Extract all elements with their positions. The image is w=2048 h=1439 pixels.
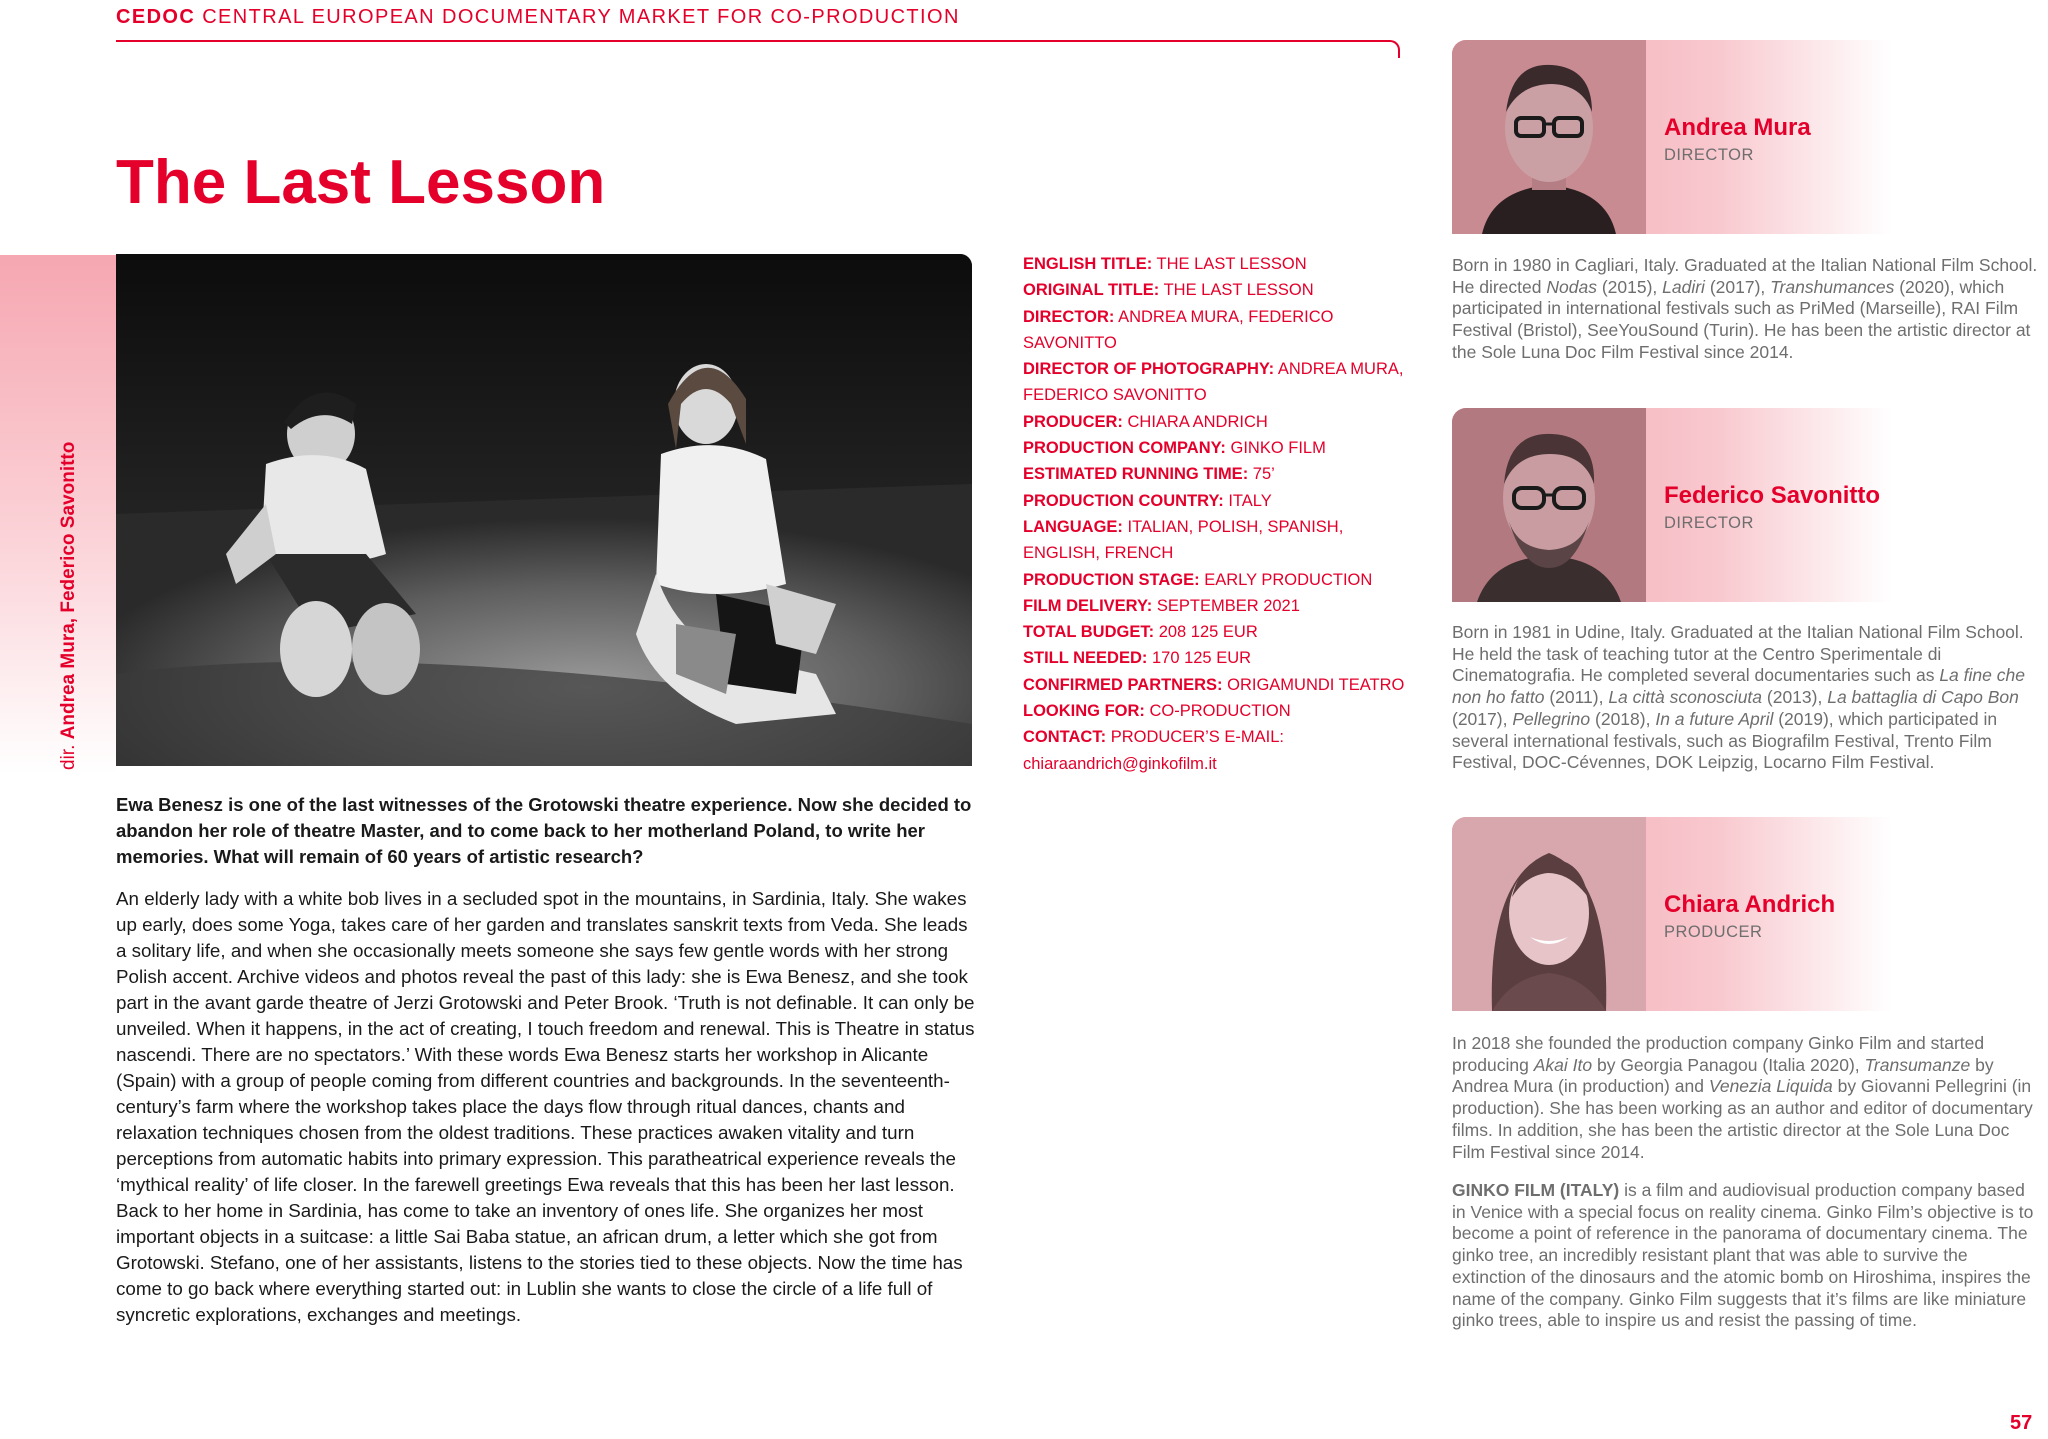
- credit-label: LOOKING FOR:: [1023, 702, 1145, 721]
- synopsis-lead: Ewa Benesz is one of the last witnesses of the Grotowski theatre experience. Now she decided to abandon her role of theatre Master, and to come back to her motherland Poland, to write her memories. What will remain of 60 years of artistic research?: [116, 794, 972, 867]
- credit-label: ESTIMATED RUNNING TIME:: [1023, 465, 1249, 484]
- company-name: GINKO FILM (ITALY): [1452, 1180, 1620, 1200]
- credit-row: [1023, 488, 1413, 514]
- credit-value: PRODUCER’S E-MAIL:: [1110, 728, 1284, 747]
- credit-value: ANDREA MURA, FEDERICO SAVONITTO: [1023, 360, 1404, 405]
- credit-label: PRODUCER:: [1023, 412, 1123, 431]
- credit-row: [1023, 435, 1413, 461]
- person-card: [1452, 817, 1892, 1011]
- credit-label: CONFIRMED PARTNERS:: [1023, 675, 1223, 694]
- credit-value: 170 125 EUR: [1151, 649, 1252, 668]
- credit-row: [1023, 698, 1413, 724]
- person-card: [1452, 408, 1892, 602]
- bio-film-title: La fine che non ho fatto: [1452, 665, 2025, 708]
- page-number: 57: [2010, 1412, 2033, 1434]
- page-title: The Last Lesson: [116, 148, 606, 217]
- person-role: DIRECTOR: [1664, 146, 1754, 164]
- credit-label: PRODUCTION STAGE:: [1023, 570, 1200, 589]
- bio-film-title: Nodas: [1546, 276, 1597, 297]
- director-portrait: [1452, 408, 1646, 602]
- credit-row: [1023, 304, 1413, 357]
- header-subtitle: CENTRAL EUROPEAN DOCUMENTARY MARKET FOR CO-PRODUCTION: [202, 6, 960, 28]
- person-name: Chiara Andrich: [1664, 891, 1836, 918]
- person-bio: [1452, 622, 2042, 774]
- side-director-credit: [58, 442, 80, 770]
- contact-email-link[interactable]: chiaraandrich@ginkofilm.it: [1023, 754, 1217, 773]
- bio-text: (2017),: [1452, 708, 1513, 729]
- bio-film-title: Akai Ito: [1533, 1054, 1593, 1075]
- bio-text: (2011),: [1544, 687, 1609, 708]
- credit-label: DIRECTOR OF PHOTOGRAPHY:: [1023, 360, 1275, 379]
- credit-row: [1023, 514, 1413, 567]
- bio-text: Born in 1981 in Udine, Italy. Graduated at the Italian National Film School. He held the task of teaching tutor at the Centro Sperimentale di Cinematografia. He completed several documentaries such as: [1452, 622, 2024, 686]
- film-still-image: [116, 254, 972, 766]
- credit-value: THE LAST LESSON: [1163, 281, 1314, 300]
- synopsis-body: An elderly lady with a white bob lives in a secluded spot in the mountains, in Sardinia, Italy. She wakes up early, does some Yoga, takes care of her garden and translates sanskrit texts from Veda. She leads a solitary life, and when she occasionally meets someone she says few gentle words with her strong Polish accent. Archive videos and photos reveal the past of this lady: she is Ewa Benesz, and she took part in the avant garde theatre of Jerzi Grotowski and Peter Brook. ‘Truth is not definable. It can only be unveiled. When it happens, in the act of creating, I touch freedom and renewal. This is Theatre in status nascendi. There are no spectators.’ With these words Ewa Benesz starts her workshop in Alicante (Spain) with a group of people coming from different countries and backgrounds. In the seventeenth-century’s farm where the workshop takes place the days flow through ritual dances, chants and relaxation techniques chosen from the oldest traditions. These practices awaken vitality and turn perceptions from automatic habits into primary expression. This paratheatrical experience reveals the ‘mythical reality’ of life closer. In the farewell greetings Ewa reveals that this has been her last lesson. Back to her home in Sardinia, has come to take an inventory of ones life. She organizes her most important objects in a suitcase: a little Sai Baba statue, an african drum, a letter which she got from Grotowski. Stefano, one of her assistants, listens to the stories tied to these objects. Now the time has come to go back where everything started out: in Lublin she wants to close the circle of a life full of syncretic explorations, exchanges and meetings.: [116, 888, 975, 1325]
- person-bio: [1452, 1033, 2042, 1163]
- bio-text: (2019), which participated in several international festivals, such as Biografilm Festival, Trento Film Festival, DOC-Cévennes, DOK Leipzig, Locarno Film Festival.: [1452, 708, 1998, 773]
- credit-label: CONTACT:: [1023, 728, 1107, 747]
- person-name: Federico Savonitto: [1664, 482, 1881, 509]
- credit-value: GINKO FILM: [1230, 439, 1326, 458]
- person-name: Andrea Mura: [1664, 114, 1811, 141]
- bio-text: In 2018 she founded the production company Ginko Film and started producing: [1452, 1033, 1985, 1075]
- side-credit-names: Andrea Mura, Federico Savonitto: [58, 441, 79, 740]
- credit-value: ITALY: [1228, 491, 1272, 510]
- bio-film-title: La città sconosciuta: [1608, 687, 1763, 708]
- credit-label: ORIGINAL TITLE:: [1023, 281, 1160, 300]
- credit-label: DIRECTOR:: [1023, 307, 1115, 326]
- credit-row: [1023, 724, 1413, 750]
- credits-list: [1023, 251, 1413, 777]
- bio-film-title: Transumanze: [1864, 1054, 1971, 1075]
- credit-label: PRODUCTION COMPANY:: [1023, 439, 1226, 458]
- running-header: [116, 6, 960, 29]
- credit-value: CHIARA ANDRICH: [1127, 412, 1268, 431]
- bio-text: by Giovanni Pellegrini (in production). She has been working as an author and editor of documentary films. In addition, she has been the artistic director at the Sole Luna Doc Film Festival since 2014.: [1452, 1076, 2033, 1162]
- credit-row: [1023, 461, 1413, 487]
- header-brand: CEDOC: [116, 6, 196, 28]
- credit-label: TOTAL BUDGET:: [1023, 623, 1155, 642]
- bio-text: by Andrea Mura (in production) and: [1452, 1054, 1994, 1097]
- credit-value: ANDREA MURA, FEDERICO SAVONITTO: [1023, 307, 1334, 352]
- credit-row: [1023, 593, 1413, 619]
- bio-film-title: Pellegrino: [1512, 708, 1591, 729]
- credit-label: ENGLISH TITLE:: [1023, 255, 1153, 273]
- credit-value: ORIGAMUNDI TEATRO: [1227, 675, 1405, 694]
- person-role: DIRECTOR: [1664, 514, 1754, 532]
- credit-value: THE LAST LESSON: [1156, 255, 1307, 273]
- company-text: is a film and audiovisual production company based in Venice with a special focus on reality cinema. Ginko Film’s objective is to become a point of reference in the panorama of documentary cinema. The ginko tree, an incredibly resistant plant that was able to survive the extinction of the dinosaurs and the atomic bomb on Hiroshima, inspires the name of the company. Ginko Film suggests that it’s films are like miniature ginko trees, able to inspire us and resist the passing of time.: [1452, 1180, 2034, 1331]
- bio-text: (2017),: [1704, 276, 1771, 297]
- credit-row: [1023, 409, 1413, 435]
- bio-text: Born in 1980 in Cagliari, Italy. Graduated at the Italian National Film School. He directed: [1452, 255, 2038, 297]
- bio-text: (2013),: [1762, 687, 1828, 708]
- credit-row: [1023, 645, 1413, 671]
- bio-text: by Georgia Panagou (Italia 2020),: [1592, 1054, 1865, 1075]
- person-role: PRODUCER: [1664, 923, 1763, 941]
- credit-label: PRODUCTION COUNTRY:: [1023, 491, 1224, 510]
- credit-row: [1023, 356, 1413, 409]
- credit-row: [1023, 251, 1413, 277]
- header-rule: [116, 40, 1400, 58]
- bio-film-title: Transhumances: [1770, 276, 1895, 297]
- bio-text: (2018),: [1590, 708, 1656, 729]
- credit-row: [1023, 619, 1413, 645]
- credit-label: STILL NEEDED:: [1023, 649, 1148, 668]
- credit-value: SEPTEMBER 2021: [1156, 596, 1300, 615]
- producer-portrait: [1452, 817, 1646, 1011]
- bio-film-title: In a future April: [1655, 708, 1774, 729]
- bio-film-title: Venezia Liquida: [1708, 1076, 1833, 1097]
- credit-row: [1023, 567, 1413, 593]
- credit-row: [1023, 277, 1413, 303]
- credit-row: [1023, 672, 1413, 698]
- bio-text: (2015),: [1596, 276, 1663, 297]
- company-description: [1452, 1180, 2042, 1332]
- film-still-graphic: [116, 254, 972, 766]
- credit-value: 208 125 EUR: [1158, 623, 1258, 642]
- credit-value: 75’: [1252, 465, 1275, 484]
- bio-text: (2020), which participated in international festivals such as PriMed (Marseille), RAI Film Festival (Bristol), SeeYouSound (Turin). He has been the artistic director at the Sole Luna Doc Film Festival since 2014.: [1452, 276, 2031, 362]
- person-bio: [1452, 255, 2042, 364]
- bio-film-title: Ladiri: [1662, 276, 1705, 297]
- person-card: [1452, 40, 1892, 234]
- director-portrait: [1452, 40, 1646, 234]
- bio-film-title: La battaglia di Capo Bon: [1827, 687, 2019, 708]
- credit-label: LANGUAGE:: [1023, 517, 1123, 536]
- side-credit-prefix: dir.: [58, 744, 79, 770]
- credit-value: CO-PRODUCTION: [1149, 702, 1291, 721]
- credit-label: FILM DELIVERY:: [1023, 596, 1153, 615]
- credit-value: ITALIAN, POLISH, SPANISH, ENGLISH, FRENCH: [1023, 517, 1344, 563]
- credit-value: EARLY PRODUCTION: [1204, 570, 1373, 589]
